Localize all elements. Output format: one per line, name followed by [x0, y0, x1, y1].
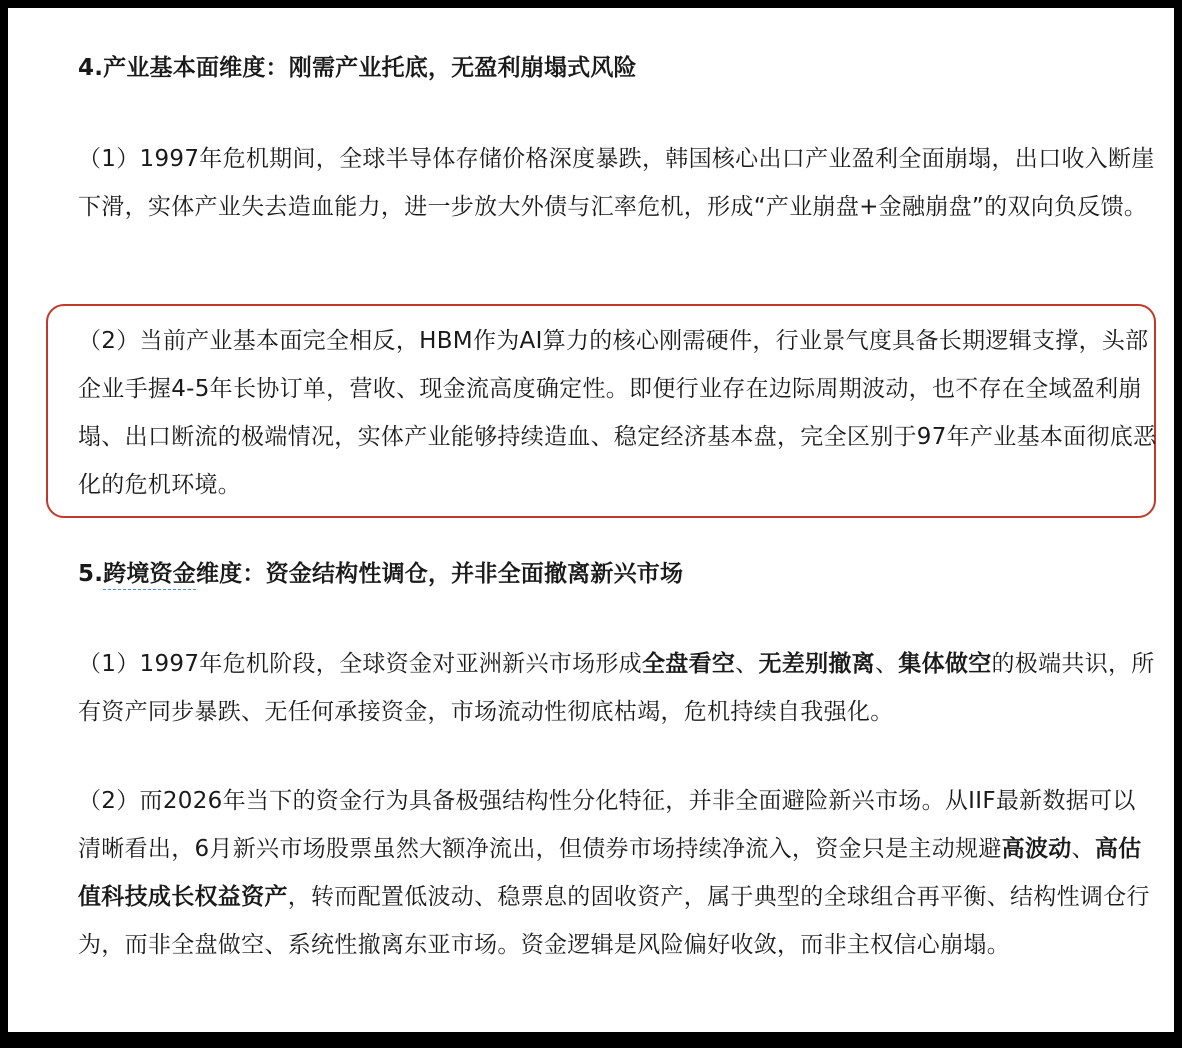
- cross-border-capital-link[interactable]: 跨境资金: [103, 561, 196, 590]
- text-run: 、: [874, 651, 899, 677]
- bold-text: 无差别撤离: [758, 651, 875, 677]
- bold-text: 集体做空: [898, 651, 992, 677]
- article-page: [8, 8, 1174, 1032]
- section-4-heading: 4.产业基本面维度：刚需产业托底，无盈利崩塌式风险: [78, 55, 637, 81]
- bold-text: 高估值科技成长权益资产: [78, 836, 1142, 910]
- text-run: ，转而配置低波动、稳票息的固收资产，属于典型的全球组合再平衡、结构性调仓行为，而非全盘做空、系统性撤离东亚市场。资金逻辑是风险偏好收敛，而非主权信心崩塌。: [78, 884, 1150, 958]
- section-4-paragraph-2: （2）当前产业基本面完全相反，HBM作为AI算力的核心刚需硬件，行业景气度具备长期逻辑支撑，头部企业手握4-5年长协订单，营收、现金流高度确定性。即便行业存在边际周期波动，也不存在全域盈利崩塌、出口断流的极端情况，实体产业能够持续造血、稳定经济基本盘，完全区别于97年产业基本面彻底恶化的危机环境。: [78, 328, 1157, 498]
- text-run: （2）而2026年当下的资金行为具备极强结构性分化特征，并非全面避险新兴市场。从IIF最新数据可以清晰看出，6月新兴市场股票虽然大额净流出，但债券市场持续净流入，资金只是主动规避: [78, 788, 1136, 862]
- section-5-heading-rest: 维度：资金结构性调仓，并非全面撤离新兴市场: [195, 561, 684, 587]
- text-run: 、: [735, 651, 759, 677]
- text-run: （1）1997年危机阶段，全球资金对亚洲新兴市场形成: [78, 651, 642, 677]
- text-run: 、: [1071, 836, 1095, 862]
- section-5-paragraph-1: [78, 640, 1158, 736]
- section-5-heading: [78, 558, 1158, 590]
- text-run: 的极端共识，所有资产同步暴跌、无任何承接资金，市场流动性彻底枯竭，危机持续自我强化。: [78, 651, 1155, 725]
- section-5-paragraph-2: [78, 777, 1158, 969]
- bold-text: 高波动: [1001, 836, 1072, 862]
- section-5-heading-prefix: 5.: [78, 561, 104, 587]
- section-4-paragraph-1: （1）1997年危机期间，全球半导体存储价格深度暴跌，韩国核心出口产业盈利全面崩塌，出口收入断崖下滑，实体产业失去造血能力，进一步放大外债与汇率危机，形成“产业崩盘+金融崩盘”的双向负反馈。: [78, 146, 1155, 220]
- bold-text: 全盘看空: [641, 651, 736, 677]
